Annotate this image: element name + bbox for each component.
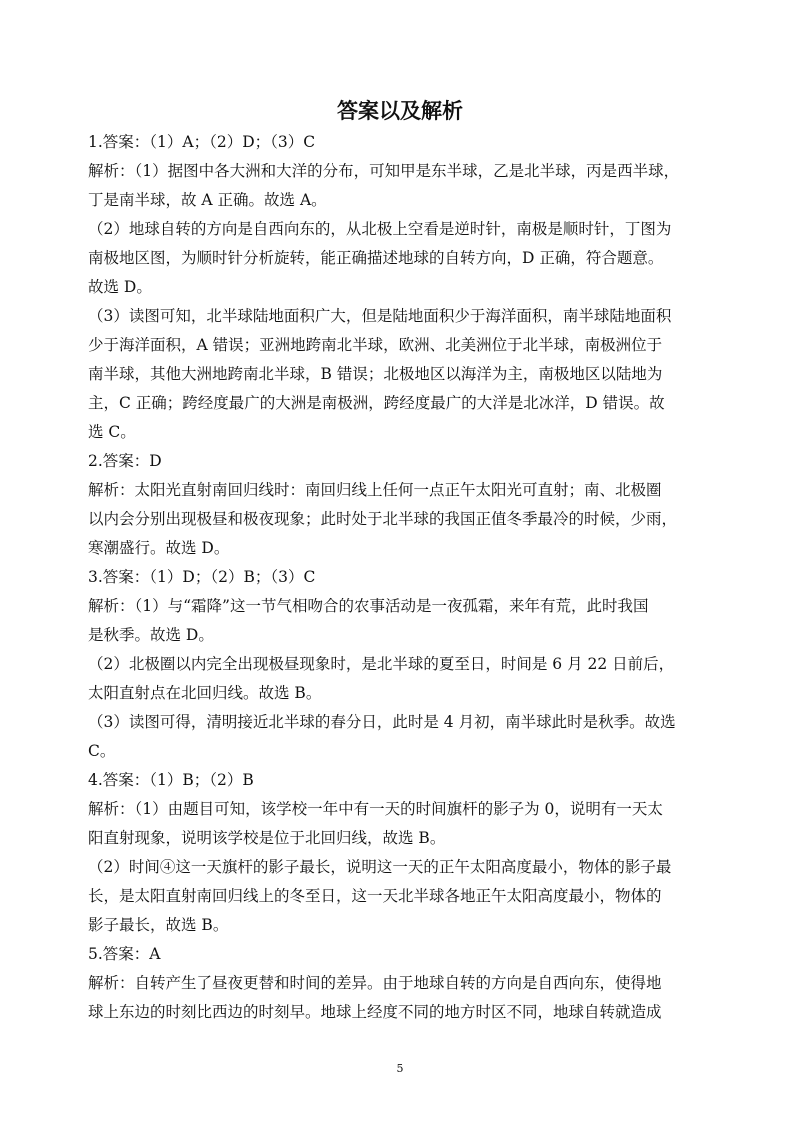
text-line: C。 xyxy=(88,742,116,760)
text-line: 是秋季。故选 D。 xyxy=(88,626,214,644)
text-line: 以内会分别出现极昼和极夜现象；此时处于北半球的我国正值冬季最冷的时候，少雨， xyxy=(88,510,678,528)
text-line: 阳直射现象，说明该学校是位于北回归线，故选 B。 xyxy=(88,829,446,847)
text-line: （2）时间④这一天旗杆的影子最长，说明这一天的正午太阳高度最小，物体的影子最 xyxy=(88,858,672,876)
text-line: 长，是太阳直射南回归线上的冬至日，这一天北半球各地正午太阳高度最小，物体的 xyxy=(88,887,662,905)
page-number: 5 xyxy=(396,1062,404,1075)
text-line: 太阳直射点在北回归线。故选 B。 xyxy=(88,684,322,702)
text-line: （2）北极圈以内完全出现极昼现象时，是北半球的夏至日，时间是 6 月 22 日前后， xyxy=(88,655,675,673)
text-line: 4.答案：（1）B；（2）B xyxy=(88,771,254,789)
text-line: 解析：（1）据图中各大洲和大洋的分布，可知甲是东半球，乙是北半球，丙是西半球， xyxy=(88,162,680,180)
text-line: 丁是南半球，故 A 正确。故选 A。 xyxy=(88,191,327,209)
text-line: （3）读图可知，北半球陆地面积广大，但是陆地面积少于海洋面积，南半球陆地面积 xyxy=(88,307,672,325)
text-line: 南极地区图，为顺时针分析旋转，能正确描述地球的自转方向，D 正确，符合题意。 xyxy=(88,249,664,267)
text-line: 南半球，其他大洲地跨南北半球，B 错误；北极地区以海洋为主，南极地区以陆地为 xyxy=(88,365,663,383)
text-line: 解析：太阳光直射南回归线时：南回归线上任何一点正午太阳光可直射；南、北极圈 xyxy=(88,481,662,499)
text-line: 选 C。 xyxy=(88,423,136,441)
text-line: 球上东边的时刻比西边的时刻早。地球上经度不同的地方时区不同，地球自转就造成 xyxy=(88,1003,662,1021)
text-line: 故选 D。 xyxy=(88,278,152,296)
text-line: 解析：自转产生了昼夜更替和时间的差异。由于地球自转的方向是自西向东，使得地 xyxy=(88,974,662,992)
text-line: 寒潮盛行。故选 D。 xyxy=(88,539,230,557)
text-line: 5.答案：A xyxy=(88,945,161,963)
text-line: 1.答案：（1）A；（2）D；（3）C xyxy=(88,133,316,151)
text-line: 影子最长，故选 B。 xyxy=(88,916,229,934)
text-line: 少于海洋面积，A 错误；亚洲地跨南北半球，欧洲、北美洲位于北半球，南极洲位于 xyxy=(88,336,663,354)
text-line: 解析：（1）由题目可知，该学校一年中有一天的时间旗杆的影子为 0，说明有一天太 xyxy=(88,800,663,818)
answer-content xyxy=(88,128,718,1027)
text-line: 2.答案：D xyxy=(88,452,162,470)
text-line: （3）读图可得，清明接近北半球的春分日，此时是 4 月初，南半球此时是秋季。故选 xyxy=(88,713,676,731)
text-line: （2）地球自转的方向是自西向东的，从北极上空看是逆时针，南极是顺时针，丁图为 xyxy=(88,220,672,238)
text-line: 解析：（1）与“霜降”这一节气相吻合的农事活动是一夜孤霜，来年有荒，此时我国 xyxy=(88,597,649,615)
text-line: 3.答案：（1）D；（2）B；（3）C xyxy=(88,568,316,586)
text-line: 主，C 正确；跨经度最广的大洲是南极洲，跨经度最广的大洋是北冰洋，D 错误。故 xyxy=(88,394,665,412)
page-title: 答案以及解析 xyxy=(337,99,463,123)
